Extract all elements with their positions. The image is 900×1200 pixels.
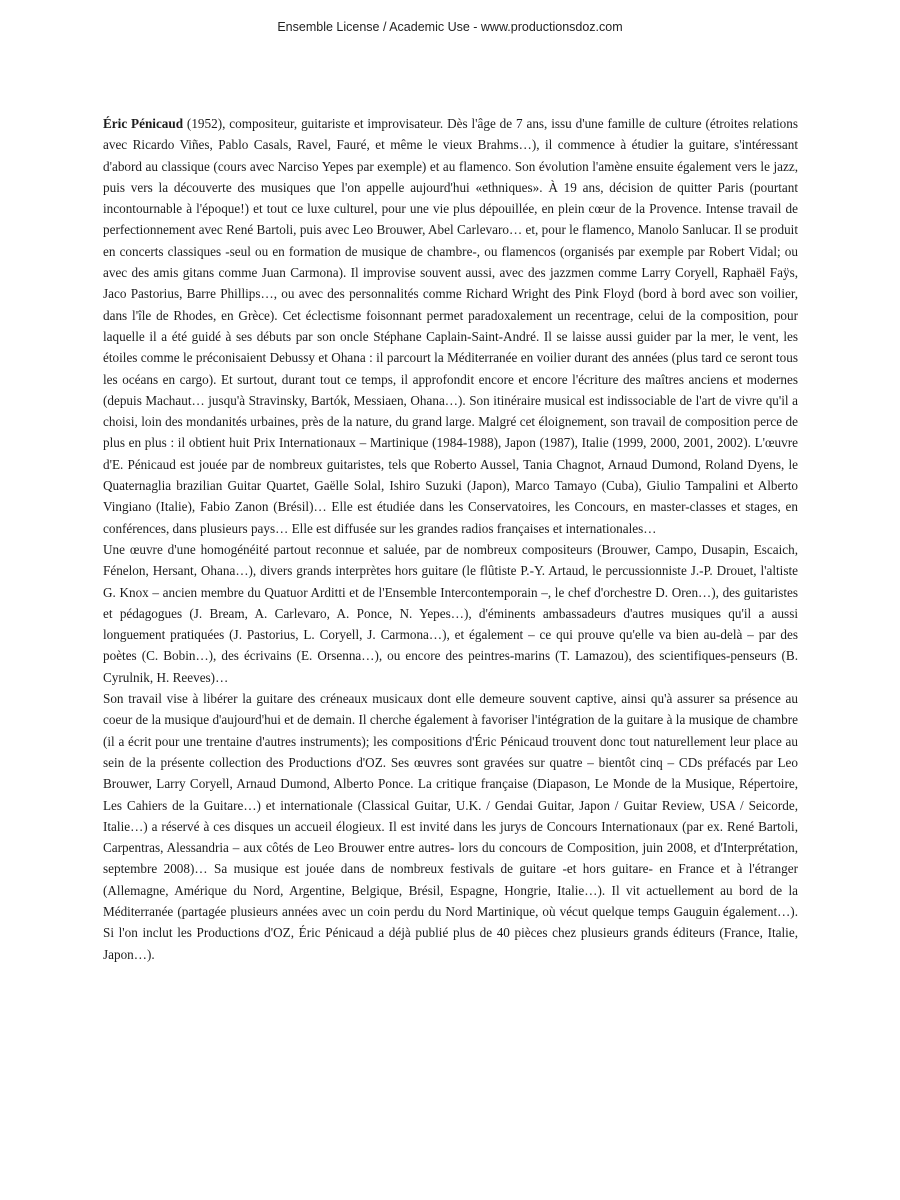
biography-text xyxy=(103,113,798,965)
bio-paragraph-1-text: (1952), compositeur, guitariste et improvisateur. Dès l'âge de 7 ans, issu d'une famille de culture (étroites relations avec Ricardo Viñes, Pablo Casals, Ravel, Fauré, et même le vieux Brahms…), il commence à étudier la guitare, s'intéressant d'abord au classique (cours avec Narciso Yepes par exemple) et au flamenco. Son évolution l'amène ensuite également vers le jazz, puis vers la découverte des musiques que l'on appelle aujourd'hui «ethniques». À 19 ans, décision de quitter Paris (pourtant incontournable à l'époque!) et tout ce luxe culturel, pour une vie plus dépouillée, en plein cœur de la Provence. Intense travail de perfectionnement avec René Bartoli, puis avec Leo Brouwer, Abel Carlevaro… et, pour le flamenco, Manolo Sanlucar. Il se produit en concerts classiques -seul ou en formation de musique de chambre-, ou flamencos (organisés par exemple par Robert Vidal; ou avec des amis gitans comme Juan Carmona). Il improvise souvent aussi, avec des jazzmen comme Larry Coryell, Raphaël Faÿs, Jaco Pastorius, Barre Phillips…, ou avec des personnalités comme Richard Wright des Pink Floyd (bord à bord avec son voilier, dans l'île de Rhodes, en Grèce). Cet éclectisme foisonnant permet paradoxalement un recentrage, celui de la composition, pour laquelle il a été guidé à ses débuts par son oncle Stéphane Caplain-Saint-André. Il se laisse aussi guider par la mer, le vent, les étoiles comme le préconisaient Debussy et Ohana : il parcourt la Méditerranée en voilier durant des années (plus tard ce seront tous les océans en cargo). Et surtout, durant tout ce temps, il approfondit encore et encore l'écriture des maîtres anciens et modernes (depuis Machaut… jusqu'à Stravinsky, Bartók, Messiaen, Ohana…). Son itinéraire musical est indissociable de l'art de vivre qu'il a choisi, loin des mondanités urbaines, près de la nature, du grand large. Malgré cet éloignement, son travail de composition perce de plus en plus : il obtient huit Prix Internationaux – Martinique (1984-1988), Japon (1987), Italie (1999, 2000, 2001, 2002). L'œuvre d'E. Pénicaud est jouée par de nombreux guitaristes, tels que Roberto Aussel, Tania Chagnot, Arnaud Dumond, Roland Dyens, le Quaternaglia brazilian Guitar Quartet, Gaëlle Solal, Ishiro Suzuki (Japon), Marco Tamayo (Cuba), Giulio Tampalini et Alberto Vingiano (Italie), Fabio Zanon (Brésil)… Elle est étudiée dans les Conservatoires, les Concours, en master-classes et stages, en conférences, dans plusieurs pays… Elle est diffusée sur les grandes radios françaises et internationales… xyxy=(103,116,798,536)
composer-name: Éric Pénicaud xyxy=(103,116,184,131)
bio-paragraph-1 xyxy=(103,113,798,539)
bio-paragraph-2: Une œuvre d'une homogénéité partout reconnue et saluée, par de nombreux compositeurs (Brouwer, Campo, Dusapin, Escaich, Fénelon, Hersant, Ohana…), divers grands interprètes hors guitare (le flûtiste P.-Y. Artaud, le percussionniste J.-P. Drouet, l'altiste G. Knox – ancien membre du Quatuor Arditti et de l'Ensemble Intercontemporain –, le chef d'orchestre D. Oren…), des guitaristes et pédagogues (J. Bream, A. Carlevaro, A. Ponce, N. Yepes…), d'éminents ambassadeurs d'autres musiques qu'il a aussi longuement pratiquées (J. Pastorius, L. Coryell, J. Carmona…), et également – ce qui prouve qu'elle va bien au-delà – par des poètes (C. Bobin…), des écrivains (E. Orsenna…), ou encore des peintres-marins (T. Lamazou), des scientifiques-penseurs (B. Cyrulnik, H. Reeves)… xyxy=(103,541,798,685)
bio-paragraph-3: Son travail vise à libérer la guitare des créneaux musicaux dont elle demeure souvent captive, ainsi qu'à assurer sa présence au coeur de la musique d'aujourd'hui et de demain. Il cherche également à favoriser l'intégration de la guitare à la musique de chambre (il a écrit pour une trentaine d'autres instruments); les compositions d'Éric Pénicaud trouvent donc tout naturellement leur place au sein de la présente collection des Productions d'OZ. Ses œuvres sont gravées sur quatre – bientôt cinq – CDs préfacés par Leo Brouwer, Larry Coryell, Arnaud Dumond, Alberto Ponce. La critique française (Diapason, Le Monde de la Musique, Répertoire, Les Cahiers de la Guitare…) et internationale (Classical Guitar, U.K. / Gendai Guitar, Japon / Guitar Review, USA / Seicorde, Italie…) a réservé à ces disques un accueil élogieux. Il est invité dans les jurys de Concours Internationaux (par ex. René Bartoli, Carpentras, Alessandria – aux côtés de Leo Brouwer entre autres- lors du concours de Composition, juin 2008, et d'Interprétation, septembre 2008)… Sa musique est jouée dans de nombreux festivals de guitare -et hors guitare- en France et à l'étranger (Allemagne, Amérique du Nord, Argentine, Belgique, Brésil, Espagne, Hongrie, Italie…). Il vit actuellement au bord de la Méditerranée (partagée plusieurs années avec un coin perdu du Nord Martinique, où vécut quelque temps Gauguin également…). Si l'on inclut les Productions d'OZ, Éric Pénicaud a déjà publié plus de 40 pièces chez plusieurs grands éditeurs (France, Italie, Japon…). xyxy=(103,691,798,962)
license-header: Ensemble License / Academic Use - www.productionsdoz.com xyxy=(277,20,623,34)
